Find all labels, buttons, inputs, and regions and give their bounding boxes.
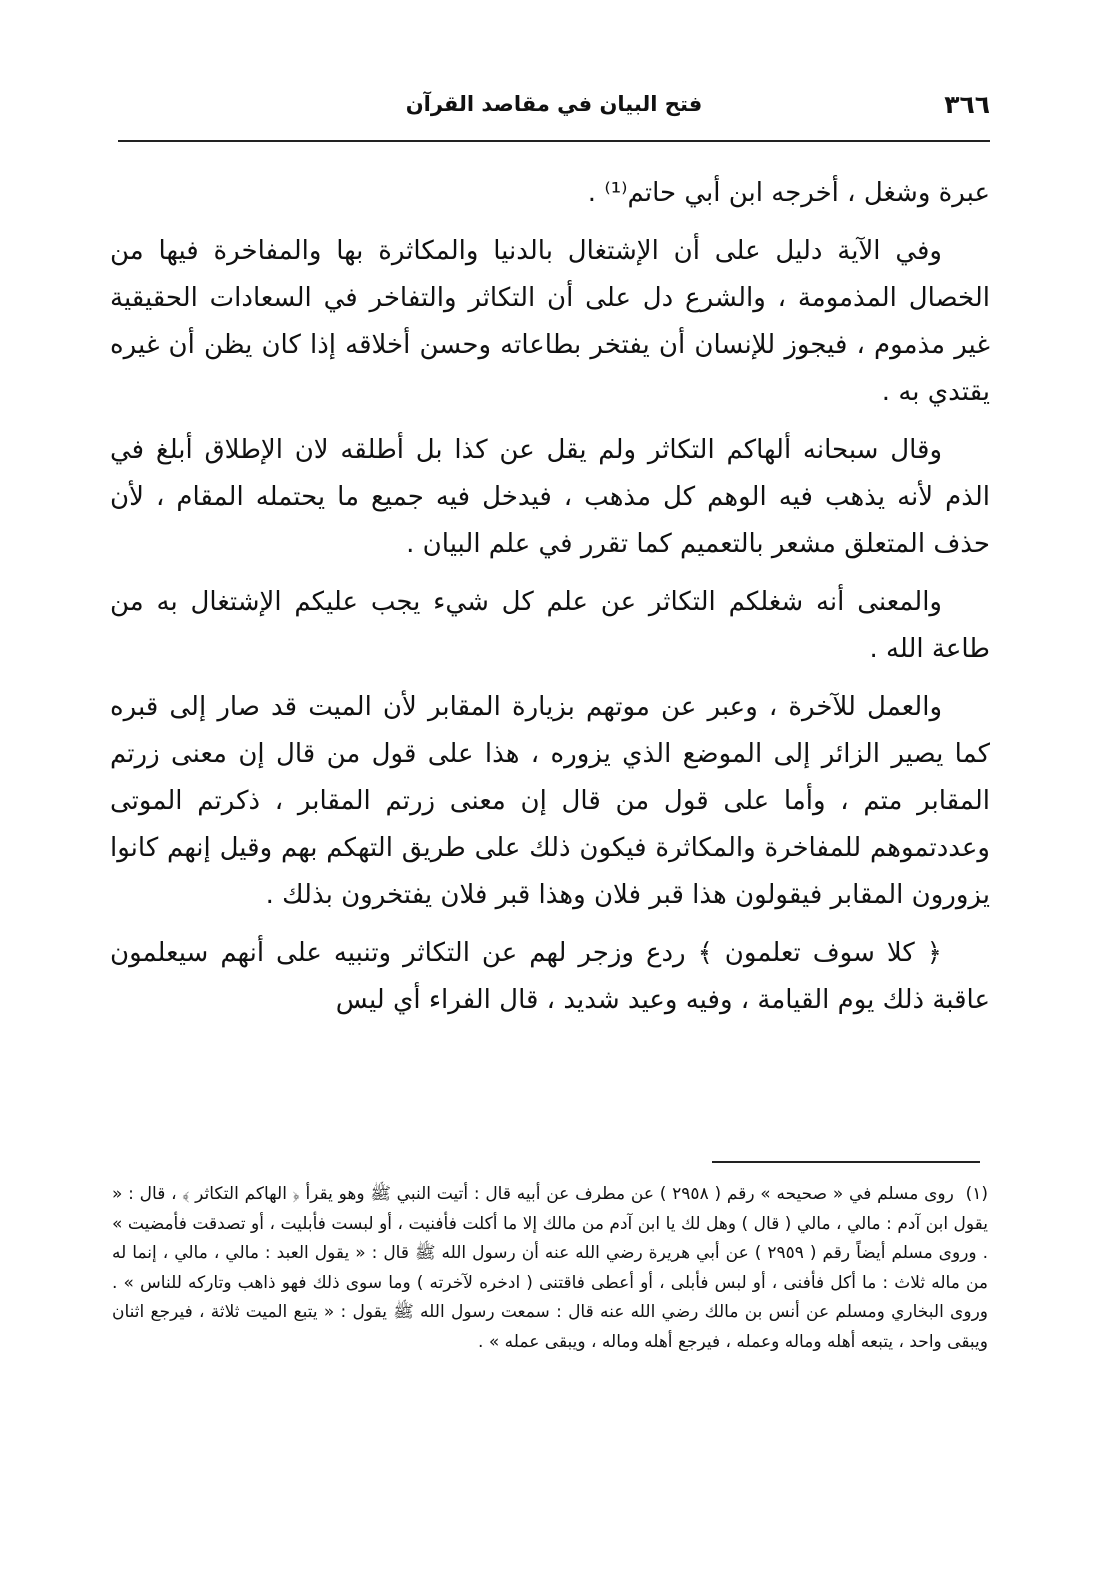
footnote-marker: (١) xyxy=(965,1184,989,1204)
main-text xyxy=(110,170,990,1024)
paragraph: والعمل للآخرة ، وعبر عن موتهم بزيارة المقابر لأن الميت قد صار إلى قبره كما يصير الزائر إلى الموضع الذي يزوره ، هذا على قول من قال إن معنى زرتم المقابر متم ، وأما على قول من قال إن معنى زرتم المقابر ، ذكرتم الموتى وعددتموهم للمفاخرة والمكاثرة فيكون ذلك على طريق التهكم بهم وقيل إنهم كانوا يزورون المقابر فيقولون هذا قبر فلان وهذا قبر فلان يفتخرون بذلك . xyxy=(110,692,990,910)
paragraph: وقال سبحانه ألهاكم التكاثر ولم يقل عن كذا بل أطلقه لان الإطلاق أبلغ في الذم لأنه يذهب فيه الوهم كل مذهب ، فيدخل فيه جميع ما يحتمله المقام ، لأن حذف المتعلق مشعر بالتعميم كما تقرر في علم البيان . xyxy=(110,435,990,559)
paragraph: عبرة وشغل ، أخرجه ابن أبي حاتم⁽¹⁾ . xyxy=(587,178,990,208)
footnote-text: روى مسلم في « صحيحه » رقم ( ٢٩٥٨ ) عن مطرف عن أبيه قال : أتيت النبي ﷺ وهو يقرأ ﴿ الهاكم التكاثر ﴾ ، قال : « يقول ابن آدم : مالي ، مالي ( قال ) وهل لك يا ابن آدم من مالك إلا ما أكلت فأفنيت ، أو لبست فأبليت ، أو تصدقت فأمضيت » . وروى مسلم أيضاً رقم ( ٢٩٥٩ ) عن أبي هريرة رضي الله عنه أن رسول الله ﷺ قال : « يقول العبد : مالي ، مالي ، إنما له من ماله ثلاث : ما أكل فأفنى ، أو لبس فأبلى ، أو أعطى فاقتنى ( ادخره لآخرته ) وما سوى ذلك فهو ذاهب وتاركه للناس » . وروى البخاري ومسلم عن أنس بن مالك رضي الله عنه قال : سمعت رسول الله ﷺ يقول : « يتبع الميت ثلاثة ، فيرجع اثنان ويبقى واحد ، يتبعه أهله وماله وعمله ، فيرجع أهله وماله ، ويبقى عمله » . xyxy=(112,1184,988,1352)
paragraph: والمعنى أنه شغلكم التكاثر عن علم كل شيء يجب عليكم الإشتغال به من طاعة الله . xyxy=(110,587,990,664)
page-number: ٣٦٦ xyxy=(944,90,990,119)
paragraph: وفي الآية دليل على أن الإشتغال بالدنيا والمكاثرة بها والمفاخرة فيها من الخصال المذمومة ، والشرع دل على أن التكاثر والتفاخر في السعادات الحقيقية غير مذموم ، فيجوز للإنسان أن يفتخر بطاعاته وحسن أخلاقه إذا كان يظن أن غيره يقتدي به . xyxy=(110,236,990,407)
page-header xyxy=(118,82,990,138)
running-title: فتح البيان في مقاصد القرآن xyxy=(405,92,703,116)
footnote xyxy=(112,1180,988,1357)
footnote-separator xyxy=(712,1161,980,1163)
header-rule xyxy=(118,140,990,142)
paragraph: ﴿ كلا سوف تعلمون ﴾ ردع وزجر لهم عن التكاثر وتنبيه على أنهم سيعلمون عاقبة ذلك يوم القيامة ، وفيه وعيد شديد ، قال الفراء أي ليس xyxy=(110,938,990,1015)
